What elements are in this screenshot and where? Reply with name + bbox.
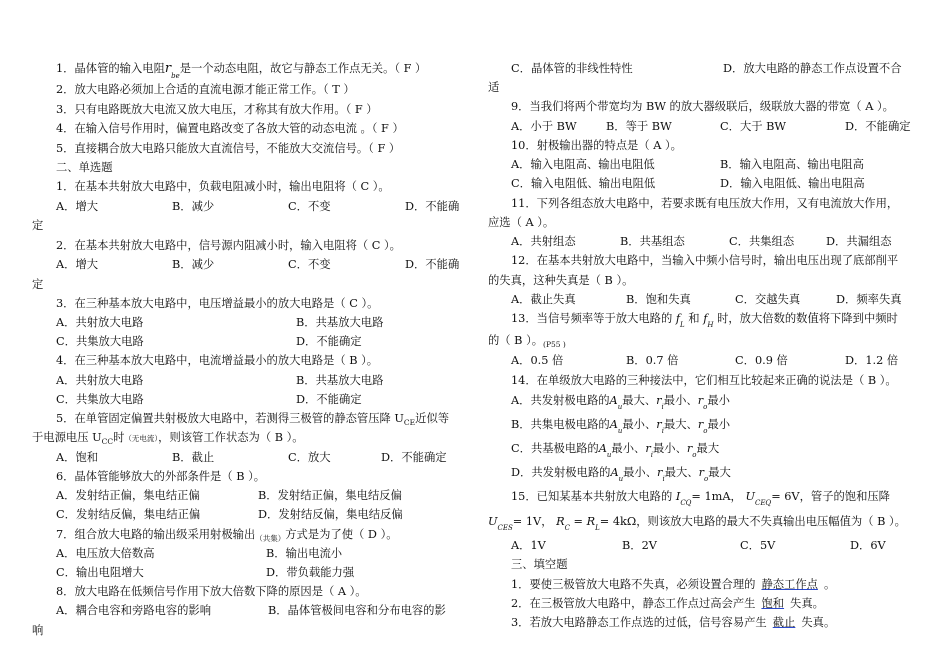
- tf-3: 3．只有电路既放大电流又放大电压，才称其有放大作用。（ F ）: [56, 103, 378, 116]
- q13-note: (P55 ): [543, 340, 566, 349]
- q14a-t1: 最大、: [622, 394, 657, 407]
- q9-option-a: A．小于 BW: [511, 120, 577, 133]
- q14d-t2: 最大、: [664, 466, 699, 479]
- q3-option-d: D．不能确定: [296, 335, 362, 348]
- q6-option-b: B．发射结正偏，集电结反偏: [258, 489, 402, 502]
- fill-2: [511, 596, 824, 612]
- q8-option-d: D．放大电路的静态工作点设置不合: [723, 62, 902, 75]
- q1-wrap: 定: [32, 219, 44, 232]
- q13-option-a: A．0.5 倍: [511, 354, 564, 367]
- q14c-t2: 最小、: [652, 442, 687, 455]
- fh-symbol: $f_H$: [703, 312, 714, 329]
- q14a-t3: 最小: [707, 394, 730, 407]
- q8: 8．放大电路在低频信号作用下放大倍数下降的原因是（ A ）。: [56, 585, 367, 598]
- ro-symbol: $r_o$: [697, 394, 708, 411]
- au-symbol: $A_u$: [598, 442, 612, 459]
- q6-option-d: D．发射结反偏，集电结反偏: [258, 508, 403, 521]
- fill-1-text: 1．要使三极管放大电路不失真，必须设置合理的: [511, 578, 756, 591]
- q14: 14．在单级放大电路的三种接法中，它们相互比较起来正确的说法是（ B ）。: [511, 374, 897, 387]
- q1-option-c: C．不变: [288, 200, 331, 213]
- q14d-t1: 最小、: [623, 466, 658, 479]
- q14a-t2: 最小、: [663, 394, 698, 407]
- ri-symbol: $r_i$: [645, 442, 653, 459]
- uces-symbol: $U_{CES}$: [488, 515, 513, 532]
- q13-text-b: 和: [688, 312, 700, 325]
- q8-option-a: A．耦合电容和旁路电容的影响: [56, 604, 212, 617]
- q15-eq2: = 6V: [771, 490, 800, 503]
- q7-option-d: D．带负载能力强: [266, 566, 355, 579]
- ro-symbol: $r_o$: [698, 466, 709, 483]
- q6-option-c: C．发射结反偏，集电结正偏: [56, 508, 201, 521]
- fill-1-answer: 静态工作点: [761, 578, 818, 591]
- au-symbol: $A_u$: [609, 418, 623, 435]
- q7: [56, 527, 398, 544]
- q12-option-d: D．频率失真: [836, 293, 902, 306]
- q13-option-d: D．1.2 倍: [845, 354, 899, 367]
- q14c-text: C．共基极电路的: [511, 442, 599, 455]
- q14c-t3: 最大: [696, 442, 720, 455]
- q4-option-a: A．共射放大电路: [56, 374, 144, 387]
- ro-symbol: $r_o$: [686, 442, 697, 459]
- q7-text-b: 方式是为了使（ D ）。: [285, 528, 398, 541]
- q5-text-e: ，则该管工作状态为（ B ）。: [158, 431, 304, 444]
- q5-sub-cc: CC: [101, 437, 114, 446]
- q8-wrap: 响: [32, 624, 44, 637]
- q3-option-b: B．共基放大电路: [296, 316, 384, 329]
- q5-option-a: A．饱和: [56, 451, 99, 464]
- q15-eq1: = 1mA: [691, 490, 731, 503]
- q7-option-c: C．输出电阻增大: [56, 566, 144, 579]
- tf-1: [56, 61, 426, 78]
- q14b-t3: 最小: [707, 418, 731, 431]
- q2-option-a: A．增大: [56, 258, 99, 271]
- q15-line2: $U_{CES}= 1V$， $R_C = R_L= 4k\Omega$，则该放大电路的最大不失真输出电压幅值为（ B ）。: [488, 515, 906, 532]
- q12-option-b: B．饱和失真: [626, 293, 691, 306]
- q2-option-b: B．减少: [172, 258, 215, 271]
- q5-sub-ce: CE: [403, 418, 416, 427]
- q11-line2: 应选（ A ）。: [488, 216, 555, 229]
- ro-symbol: $r_o$: [697, 418, 708, 435]
- q13-line1: [511, 311, 898, 328]
- q4-option-b: B．共基放大电路: [296, 374, 384, 387]
- q10-option-c: C．输入电阻低、输出电阻低: [511, 177, 656, 190]
- q3-option-c: C．共集放大电路: [56, 335, 144, 348]
- ri-symbol: $r_i$: [657, 466, 665, 483]
- q7-option-b: B．输出电流小: [266, 547, 343, 560]
- au-symbol: $A_u$: [610, 466, 624, 483]
- q3: 3．在三种基本放大电路中，电压增益最小的放大电路是（ C ）。: [56, 297, 379, 310]
- q4-option-d: D．不能确定: [296, 393, 362, 406]
- q2: 2．在基本共射放大电路中，信号源内阻减小时，输入电阻将（ C ）。: [56, 239, 401, 252]
- q1-option-b: B．减少: [172, 200, 215, 213]
- q9-option-c: C．大于 BW: [720, 120, 787, 133]
- q10: 10．射极输出器的特点是（ A ）。: [511, 139, 682, 152]
- rbe-symbol: $r_{be}$: [164, 61, 180, 80]
- q1: 1．在基本共射放大电路中，负载电阻减小时，输出电阻将（ C ）。: [56, 180, 390, 193]
- fill-2-text: 2．在三极管放大电路中，静态工作点过高会产生: [511, 597, 756, 610]
- q5-note: （无电流）: [124, 434, 159, 443]
- q12-option-a: A．截止失真: [511, 293, 576, 306]
- q1-option-d: D．不能确: [405, 200, 460, 213]
- uceq-symbol: $U_{CEQ}$: [745, 490, 772, 507]
- q5-text-a: 5．在单管固定偏置共射极放大电路中，若测得三极管的静态管压降 U: [56, 412, 404, 425]
- q5-text-d: 时: [113, 431, 125, 444]
- q9-option-b: B．等于 BW: [606, 120, 672, 133]
- q14b-text: B．共集电极电路的: [511, 418, 610, 431]
- q15-eq3: = 1V: [512, 515, 542, 528]
- q13-text-a: 13．当信号频率等于放大电路的: [511, 312, 673, 325]
- q14d-t3: 最大: [708, 466, 731, 479]
- q13-text-d: 的（ B ）。: [488, 334, 544, 347]
- q4: 4．在三种基本放大电路中，电流增益最小的放大电路是（ B ）。: [56, 354, 379, 367]
- fill-3-answer: 截止: [772, 616, 796, 629]
- q11-line1: 11．下列各组态放大电路中，若要求既有电压放大作用，又有电流放大作用，: [511, 197, 899, 210]
- q6: 6．晶体管能够放大的外部条件是（ B ）。: [56, 470, 266, 483]
- au-symbol: $A_u$: [609, 394, 623, 411]
- q2-option-d: D．不能确: [405, 258, 460, 271]
- q5-line1: [56, 411, 449, 428]
- q15-option-b: B．2V: [622, 539, 657, 552]
- q8-wrap-right: 适: [488, 81, 500, 94]
- fill-3-end: 失真。: [801, 616, 836, 629]
- tf-4: 4．在输入信号作用时，偏置电路改变了各放大管的动态电流 。（ F ）: [56, 122, 404, 135]
- ri-symbol: $r_i$: [656, 394, 664, 411]
- q13-line2: [488, 333, 566, 350]
- q11-option-c: C．共集组态: [729, 235, 795, 248]
- q15-text-b: ，管子的饱和压降: [799, 490, 890, 503]
- q7-option-a: A．电压放大倍数高: [56, 547, 155, 560]
- fill-1-end: 。: [823, 578, 836, 591]
- q15-text-c: ，则该放大电路的最大不失真输出电压幅值为（ B ）。: [636, 515, 906, 528]
- q14c-t1: 最小、: [611, 442, 646, 455]
- icq-symbol: $I_{CQ}$: [675, 490, 692, 507]
- q14a-text: A．共发射极电路的: [511, 394, 610, 407]
- q15-option-d: D．6V: [850, 539, 886, 552]
- q13-text-c: 时，放大倍数的数值将下降到中频时: [717, 312, 898, 325]
- fill-2-answer: 饱和: [761, 597, 785, 610]
- fl-symbol: $f_L$: [675, 312, 685, 329]
- ri-symbol: $r_i$: [656, 418, 664, 435]
- q11-option-d: D．共漏组态: [826, 235, 892, 248]
- q9: 9．当我们将两个带宽均为 BW 的放大器级联后，级联放大器的带宽（ A ）。: [511, 100, 894, 113]
- tf-2: 2．放大电路必须加上合适的直流电源才能正常工作。（ T ）: [56, 83, 355, 96]
- q12-option-c: C．交越失真: [735, 293, 801, 306]
- q8-option-b: B．晶体管极间电容和分布电容的影: [268, 604, 446, 617]
- q12-line2: 的失真，这种失真是（ B ）。: [488, 274, 634, 287]
- q15-text-a: 15．已知某基本共射放大电路的: [511, 490, 673, 503]
- q5-option-b: B．截止: [172, 451, 215, 464]
- q10-option-b: B．输入电阻高、输出电阻高: [720, 158, 864, 171]
- q14-option-a: [511, 393, 730, 410]
- q5-line2: [32, 430, 304, 447]
- q11-option-b: B．共基组态: [620, 235, 685, 248]
- q5-text-b: 近似等: [415, 412, 450, 425]
- q4-option-c: C．共集放大电路: [56, 393, 144, 406]
- fill-3-text: 3．若放大电路静态工作点选的过低，信号容易产生: [511, 616, 767, 629]
- q14d-text: D．共发射极电路的: [511, 466, 611, 479]
- q2-option-c: C．不变: [288, 258, 331, 271]
- section-single-choice: 二、单选题: [56, 161, 113, 174]
- q12-line1: 12．在基本共射放大电路中，当输入中频小信号时，输出电压出现了底部削平: [511, 254, 899, 267]
- q14b-t1: 最小、: [622, 418, 657, 431]
- q9-option-d: D．不能确定: [845, 120, 911, 133]
- q5-text-c: 于电源电压 U: [32, 431, 102, 444]
- q15-line1: 15．已知某基本共射放大电路的 $I_{CQ}= 1mA$， $U_{CEQ}= 6V$，管子的饱和压降: [511, 490, 890, 507]
- tf-5: 5．直接耦合放大电路只能放大直流信号，不能放大交流信号。（ F ）: [56, 142, 401, 155]
- fill-1: [511, 577, 835, 593]
- q14-option-c: [511, 441, 719, 458]
- tf-1-text-b: 是一个动态电阻，故它与静态工作点无关。（ F ）: [179, 62, 427, 75]
- fill-3: [511, 615, 835, 631]
- q1-option-a: A．增大: [56, 200, 99, 213]
- q14b-t2: 最大、: [663, 418, 698, 431]
- q13-option-c: C．0.9 倍: [735, 354, 788, 367]
- q6-option-a: A．发射结正偏，集电结正偏: [56, 489, 200, 502]
- q10-option-a: A．输入电阻高、输出电阻低: [511, 158, 655, 171]
- q5-option-d: D．不能确定: [381, 451, 447, 464]
- q5-option-c: C．放大: [288, 451, 331, 464]
- q3-option-a: A．共射放大电路: [56, 316, 144, 329]
- q15-option-c: C．5V: [740, 539, 776, 552]
- q10-option-d: D．输入电阻低、输出电阻高: [720, 177, 865, 190]
- q7-note: （共集）: [255, 534, 286, 543]
- tf-1-text: 1．晶体管的输入电阻: [56, 62, 165, 75]
- fill-2-end: 失真。: [790, 597, 824, 610]
- q11-option-a: A．共射组态: [511, 235, 576, 248]
- q7-text-a: 7．组合放大电路的输出级采用射极输出: [56, 528, 256, 541]
- q13-option-b: B．0.7 倍: [626, 354, 679, 367]
- q15-option-a: A．1V: [511, 539, 546, 552]
- q15-eq4: = 4kΩ: [599, 515, 637, 528]
- q8-option-c: C．晶体管的非线性特性: [511, 62, 633, 75]
- section-fill-blank: 三、填空题: [511, 558, 568, 571]
- rc-rl-symbol: $R_C = R_L$: [556, 515, 600, 532]
- q14-option-b: [511, 417, 730, 434]
- q14-option-d: [511, 465, 731, 482]
- q2-wrap: 定: [32, 278, 44, 291]
